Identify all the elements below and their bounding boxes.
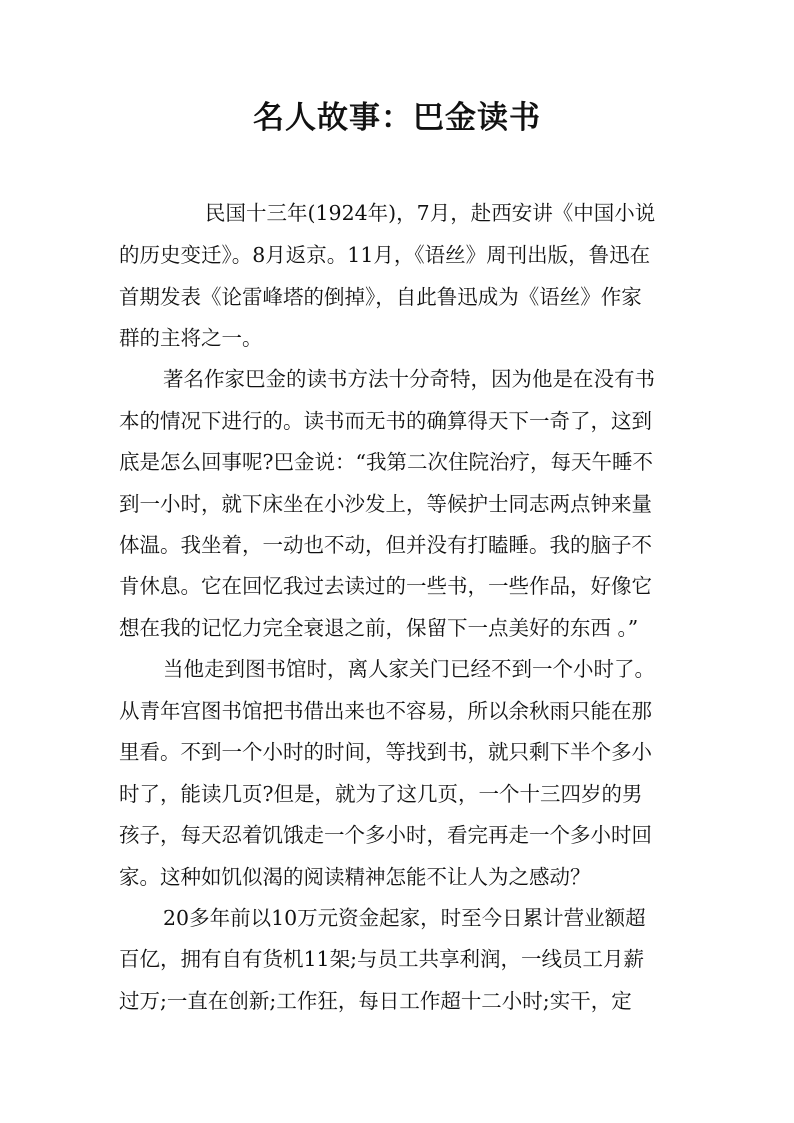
text-line: 的历史变迁》。8月返京。11月，《语丝》周刊出版，鲁迅在 <box>119 243 651 267</box>
text-line: 民国十三年(1924年)，7月，赴西安讲《中国小说 <box>205 201 656 225</box>
text-line: 从青年宫图书馆把书借出来也不容易，所以余秋雨只能在那 <box>119 699 652 723</box>
text-line: 想在我的记忆力完全衰退之前，保留下一点美好的东西 。” <box>119 616 639 640</box>
text-line: 著名作家巴金的读书方法十分奇特，因为他是在没有书 <box>163 367 655 391</box>
text-line: 家。这种如饥似渴的阅读精神怎能不让人为之感动？ <box>119 865 591 889</box>
text-line: 里看。不到一个小时的时间，等找到书，就只剩下半个多小 <box>119 740 652 764</box>
text-line: 当他走到图书馆时，离人家关门已经不到一个小时了。 <box>163 657 655 681</box>
text-line: 本的情况下进行的。读书而无书的确算得天下一奇了，这到 <box>119 409 652 433</box>
text-line: 20多年前以10万元资金起家，时至今日累计营业额超 <box>163 906 646 930</box>
text-line: 体温。我坐着，一动也不动，但并没有打瞌睡。我的脑子不 <box>119 533 652 557</box>
text-line: 百亿，拥有自有货机11架;与员工共享利润，一线员工月薪 <box>119 947 644 971</box>
text-line: 底是怎么回事呢?巴金说：“我第二次住院治疗，每天午睡不 <box>119 450 653 474</box>
text-line: 群的主将之一。 <box>119 326 263 350</box>
document-title: 名人故事：巴金读书 <box>253 100 541 136</box>
text-line: 到一小时，就下床坐在小沙发上，等候护士同志两点钟来量 <box>119 492 652 516</box>
text-line: 首期发表《论雷峰塔的倒掉》，自此鲁迅成为《语丝》作家 <box>119 285 642 309</box>
text-line: 孩子，每天忍着饥饿走一个多小时，看完再走一个多小时回 <box>119 823 652 847</box>
text-line: 过万;一直在创新;工作狂，每日工作超十二小时;实干，定 <box>119 989 632 1013</box>
text-line: 时了，能读几页?但是，就为了这几页，一个十三四岁的男 <box>119 782 643 806</box>
text-line: 肯休息。它在回忆我过去读过的一些书，一些作品，好像它 <box>119 574 652 598</box>
